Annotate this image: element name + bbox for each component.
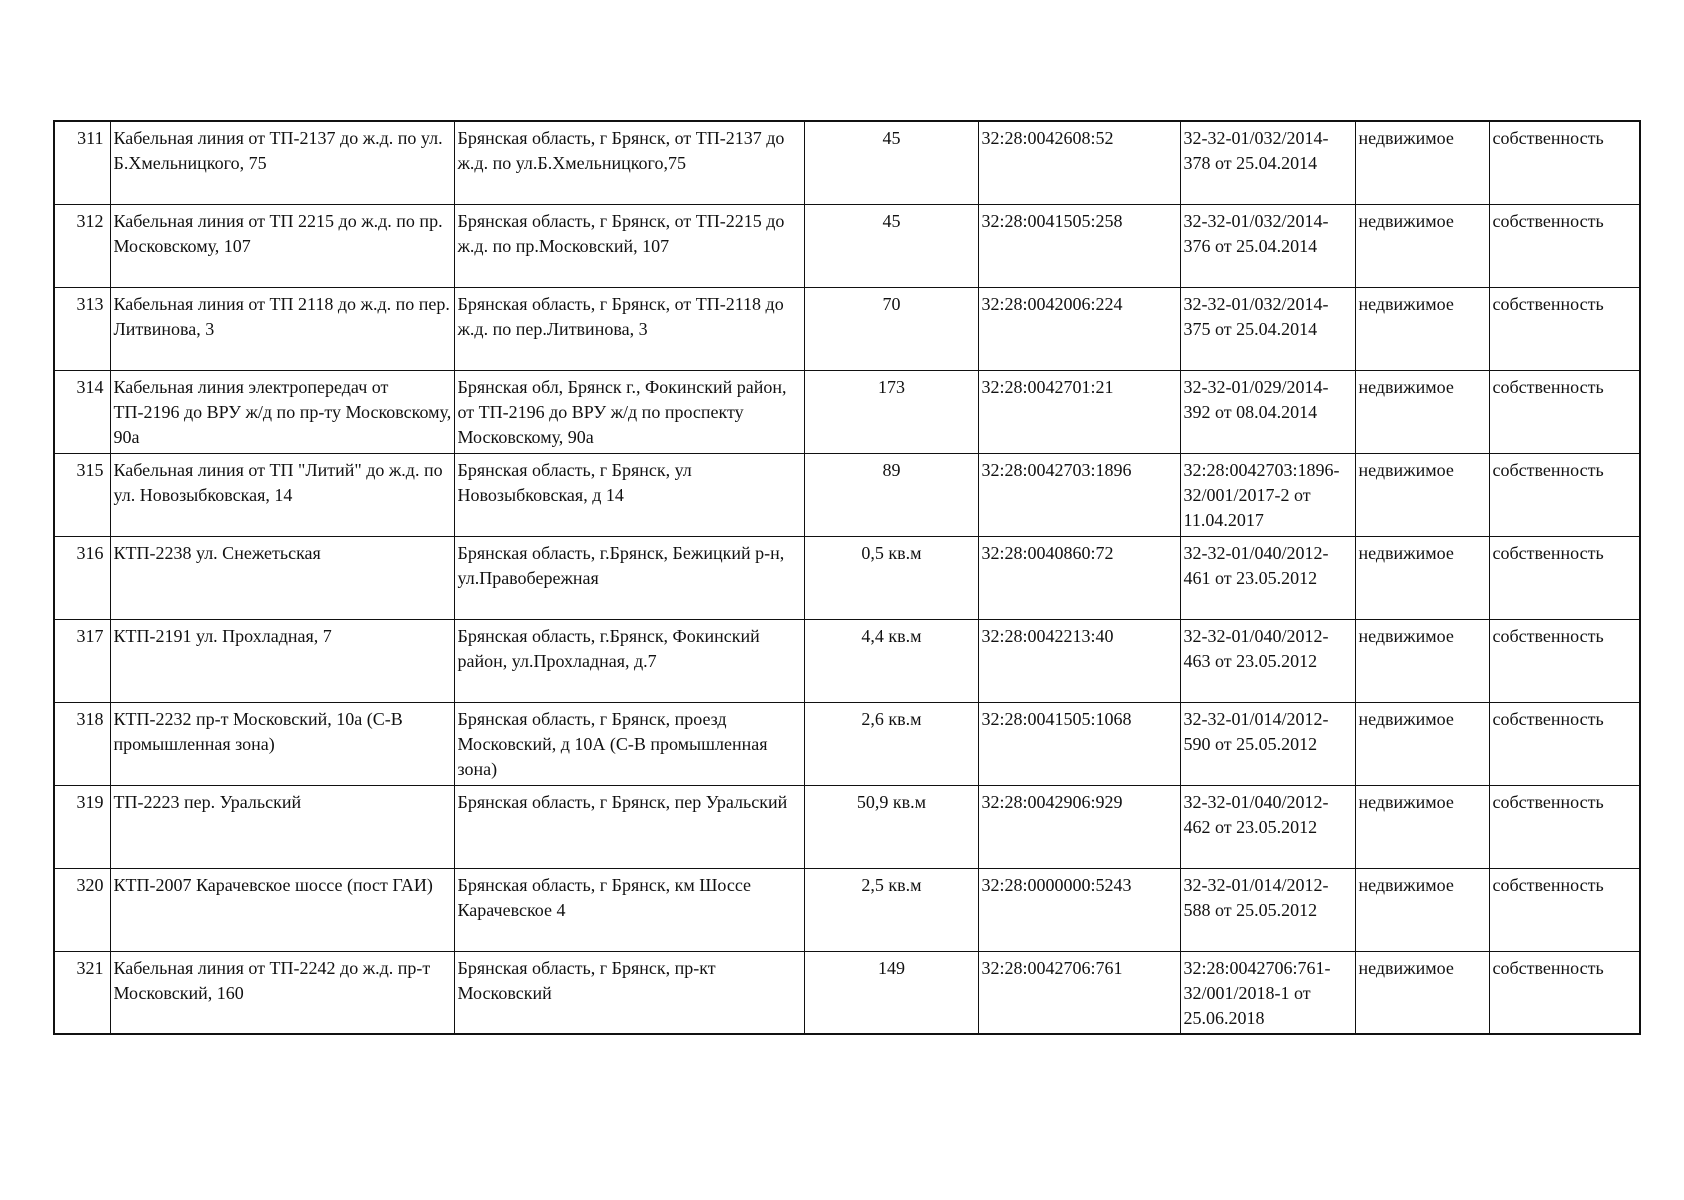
- length-area-cell: 45: [804, 121, 978, 204]
- address-cell: Брянская область, г Брянск, км Шоссе Карачевское 4: [454, 868, 804, 951]
- property-type-cell: недвижимое: [1355, 536, 1489, 619]
- table-body: [54, 121, 1640, 1034]
- object-name-cell: КТП-2238 ул. Снежетьская: [110, 536, 454, 619]
- right-type-cell: собственность: [1489, 702, 1640, 785]
- table-row: [54, 536, 1640, 619]
- length-area-cell: 89: [804, 453, 978, 536]
- row-number-cell: 319: [54, 785, 110, 868]
- length-area-cell: 45: [804, 204, 978, 287]
- registration-record-cell: 32-32-01/032/2014-376 от 25.04.2014: [1180, 204, 1355, 287]
- address-cell: Брянская область, г Брянск, от ТП-2118 до ж.д. по пер.Литвинова, 3: [454, 287, 804, 370]
- row-number-cell: 317: [54, 619, 110, 702]
- length-area-cell: 2,5 кв.м: [804, 868, 978, 951]
- length-area-cell: 173: [804, 370, 978, 453]
- object-name-cell: Кабельная линия электропередач от ТП-2196 до ВРУ ж/д по пр-ту Московскому, 90а: [110, 370, 454, 453]
- cadastral-number-cell: 32:28:0042213:40: [978, 619, 1180, 702]
- table-row: [54, 702, 1640, 785]
- registration-record-cell: 32-32-01/029/2014-392 от 08.04.2014: [1180, 370, 1355, 453]
- length-area-cell: 149: [804, 951, 978, 1034]
- right-type-cell: собственность: [1489, 370, 1640, 453]
- registration-record-cell: 32-32-01/040/2012-463 от 23.05.2012: [1180, 619, 1355, 702]
- row-number-cell: 312: [54, 204, 110, 287]
- right-type-cell: собственность: [1489, 951, 1640, 1034]
- cadastral-number-cell: 32:28:0000000:5243: [978, 868, 1180, 951]
- right-type-cell: собственность: [1489, 536, 1640, 619]
- row-number-cell: 320: [54, 868, 110, 951]
- row-number-cell: 314: [54, 370, 110, 453]
- cadastral-number-cell: 32:28:0041505:1068: [978, 702, 1180, 785]
- object-name-cell: Кабельная линия от ТП "Литий" до ж.д. по ул. Новозыбковская, 14: [110, 453, 454, 536]
- registration-record-cell: 32-32-01/032/2014-375 от 25.04.2014: [1180, 287, 1355, 370]
- row-number-cell: 321: [54, 951, 110, 1034]
- right-type-cell: собственность: [1489, 204, 1640, 287]
- table-row: [54, 951, 1640, 1034]
- right-type-cell: собственность: [1489, 121, 1640, 204]
- object-name-cell: Кабельная линия от ТП 2118 до ж.д. по пер. Литвинова, 3: [110, 287, 454, 370]
- table-row: [54, 785, 1640, 868]
- address-cell: Брянская область, г Брянск, от ТП-2137 до ж.д. по ул.Б.Хмельницкого,75: [454, 121, 804, 204]
- registration-record-cell: 32:28:0042703:1896-32/001/2017-2 от 11.04.2017: [1180, 453, 1355, 536]
- property-type-cell: недвижимое: [1355, 951, 1489, 1034]
- address-cell: Брянская область, г Брянск, пр-кт Московский: [454, 951, 804, 1034]
- property-type-cell: недвижимое: [1355, 204, 1489, 287]
- table-row: [54, 453, 1640, 536]
- registration-record-cell: 32-32-01/040/2012-462 от 23.05.2012: [1180, 785, 1355, 868]
- table-row: [54, 287, 1640, 370]
- property-type-cell: недвижимое: [1355, 287, 1489, 370]
- registration-record-cell: 32-32-01/032/2014-378 от 25.04.2014: [1180, 121, 1355, 204]
- address-cell: Брянская область, г.Брянск, Бежицкий р-н, ул.Правобережная: [454, 536, 804, 619]
- right-type-cell: собственность: [1489, 453, 1640, 536]
- row-number-cell: 315: [54, 453, 110, 536]
- registration-record-cell: 32-32-01/040/2012-461 от 23.05.2012: [1180, 536, 1355, 619]
- row-number-cell: 318: [54, 702, 110, 785]
- row-number-cell: 311: [54, 121, 110, 204]
- cadastral-number-cell: 32:28:0041505:258: [978, 204, 1180, 287]
- registration-record-cell: 32-32-01/014/2012-588 от 25.05.2012: [1180, 868, 1355, 951]
- property-type-cell: недвижимое: [1355, 785, 1489, 868]
- address-cell: Брянская обл, Брянск г., Фокинский район, от ТП-2196 до ВРУ ж/д по проспекту Московскому, 90а: [454, 370, 804, 453]
- object-name-cell: Кабельная линия от ТП-2242 до ж.д. пр-т Московский, 160: [110, 951, 454, 1034]
- cadastral-number-cell: 32:28:0042706:761: [978, 951, 1180, 1034]
- property-type-cell: недвижимое: [1355, 370, 1489, 453]
- row-number-cell: 316: [54, 536, 110, 619]
- address-cell: Брянская область, г.Брянск, Фокинский район, ул.Прохладная, д.7: [454, 619, 804, 702]
- table-row: [54, 121, 1640, 204]
- address-cell: Брянская область, г Брянск, проезд Московский, д 10А (С-В промышленная зона): [454, 702, 804, 785]
- right-type-cell: собственность: [1489, 868, 1640, 951]
- length-area-cell: 2,6 кв.м: [804, 702, 978, 785]
- object-name-cell: ТП-2223 пер. Уральский: [110, 785, 454, 868]
- length-area-cell: 0,5 кв.м: [804, 536, 978, 619]
- cadastral-number-cell: 32:28:0042701:21: [978, 370, 1180, 453]
- object-name-cell: КТП-2007 Карачевское шоссе (пост ГАИ): [110, 868, 454, 951]
- object-name-cell: Кабельная линия от ТП 2215 до ж.д. по пр. Московскому, 107: [110, 204, 454, 287]
- length-area-cell: 70: [804, 287, 978, 370]
- right-type-cell: собственность: [1489, 785, 1640, 868]
- registration-record-cell: 32:28:0042706:761-32/001/2018-1 от 25.06.2018: [1180, 951, 1355, 1034]
- cadastral-number-cell: 32:28:0042703:1896: [978, 453, 1180, 536]
- property-registry-table: [53, 120, 1641, 1035]
- property-type-cell: недвижимое: [1355, 121, 1489, 204]
- property-type-cell: недвижимое: [1355, 619, 1489, 702]
- length-area-cell: 4,4 кв.м: [804, 619, 978, 702]
- table-row: [54, 204, 1640, 287]
- cadastral-number-cell: 32:28:0042608:52: [978, 121, 1180, 204]
- registration-record-cell: 32-32-01/014/2012-590 от 25.05.2012: [1180, 702, 1355, 785]
- address-cell: Брянская область, г Брянск, ул Новозыбковская, д 14: [454, 453, 804, 536]
- right-type-cell: собственность: [1489, 287, 1640, 370]
- address-cell: Брянская область, г Брянск, от ТП-2215 до ж.д. по пр.Московский, 107: [454, 204, 804, 287]
- cadastral-number-cell: 32:28:0042006:224: [978, 287, 1180, 370]
- table-row: [54, 370, 1640, 453]
- cadastral-number-cell: 32:28:0042906:929: [978, 785, 1180, 868]
- object-name-cell: КТП-2191 ул. Прохладная, 7: [110, 619, 454, 702]
- right-type-cell: собственность: [1489, 619, 1640, 702]
- property-type-cell: недвижимое: [1355, 702, 1489, 785]
- row-number-cell: 313: [54, 287, 110, 370]
- property-type-cell: недвижимое: [1355, 868, 1489, 951]
- object-name-cell: КТП-2232 пр-т Московский, 10а (С-В промышленная зона): [110, 702, 454, 785]
- length-area-cell: 50,9 кв.м: [804, 785, 978, 868]
- address-cell: Брянская область, г Брянск, пер Уральский: [454, 785, 804, 868]
- property-type-cell: недвижимое: [1355, 453, 1489, 536]
- cadastral-number-cell: 32:28:0040860:72: [978, 536, 1180, 619]
- table-row: [54, 619, 1640, 702]
- object-name-cell: Кабельная линия от ТП-2137 до ж.д. по ул. Б.Хмельницкого, 75: [110, 121, 454, 204]
- table-row: [54, 868, 1640, 951]
